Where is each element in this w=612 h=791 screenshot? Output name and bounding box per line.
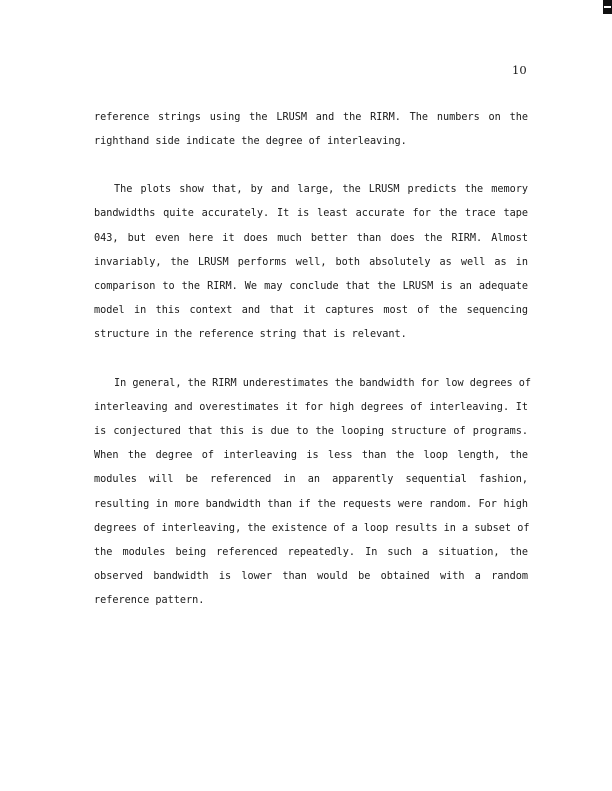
paragraph-3-line-10: reference pattern. [94, 595, 205, 606]
paragraph-2-line-5: comparison to the RIRM. We may conclude that the LRUSM is an adequate [94, 281, 528, 292]
paragraph-3-line-6: resulting in more bandwidth than if the requests were random. For high [94, 499, 528, 510]
paragraph-2-line-2: bandwidths quite accurately. It is least accurate for the trace tape [94, 208, 528, 219]
paragraph-1-line-1: reference strings using the LRUSM and the RIRM. The numbers on the [94, 112, 528, 123]
paragraph-3-line-4: When the degree of interleaving is less than the loop length, the [94, 450, 528, 461]
paragraph-3-line-5: modules will be referenced in an apparently sequential fashion, [94, 474, 528, 485]
paragraph-2-line-3: 043, but even here it does much better than does the RIRM. Almost [94, 233, 528, 244]
paragraph-2-line-4: invariably, the LRUSM performs well, both absolutely as well as in [94, 257, 528, 268]
paragraph-2-line-1: The plots show that, by and large, the LRUSM predicts the memory [114, 184, 528, 195]
paragraph-2-line-6: model in this context and that it captures most of the sequencing [94, 305, 528, 316]
paragraph-3-line-1: In general, the RIRM underestimates the bandwidth for low degrees of [114, 378, 532, 389]
paragraph-3-line-7: degrees of interleaving, the existence of a loop results in a subset of [94, 523, 530, 534]
page-number: 10 [512, 63, 527, 77]
paragraph-3-line-9: observed bandwidth is lower than would be obtained with a random [94, 571, 528, 582]
scan-corner-mark [603, 0, 612, 14]
paragraph-3-line-8: the modules being referenced repeatedly. In such a situation, the [94, 547, 528, 558]
paragraph-2-line-7: structure in the reference string that is relevant. [94, 329, 407, 340]
paragraph-3-line-3: is conjectured that this is due to the looping structure of programs. [94, 426, 528, 437]
paragraph-3-line-2: interleaving and overestimates it for high degrees of interleaving. It [94, 402, 528, 413]
paragraph-1-line-2: righthand side indicate the degree of interleaving. [94, 136, 407, 147]
